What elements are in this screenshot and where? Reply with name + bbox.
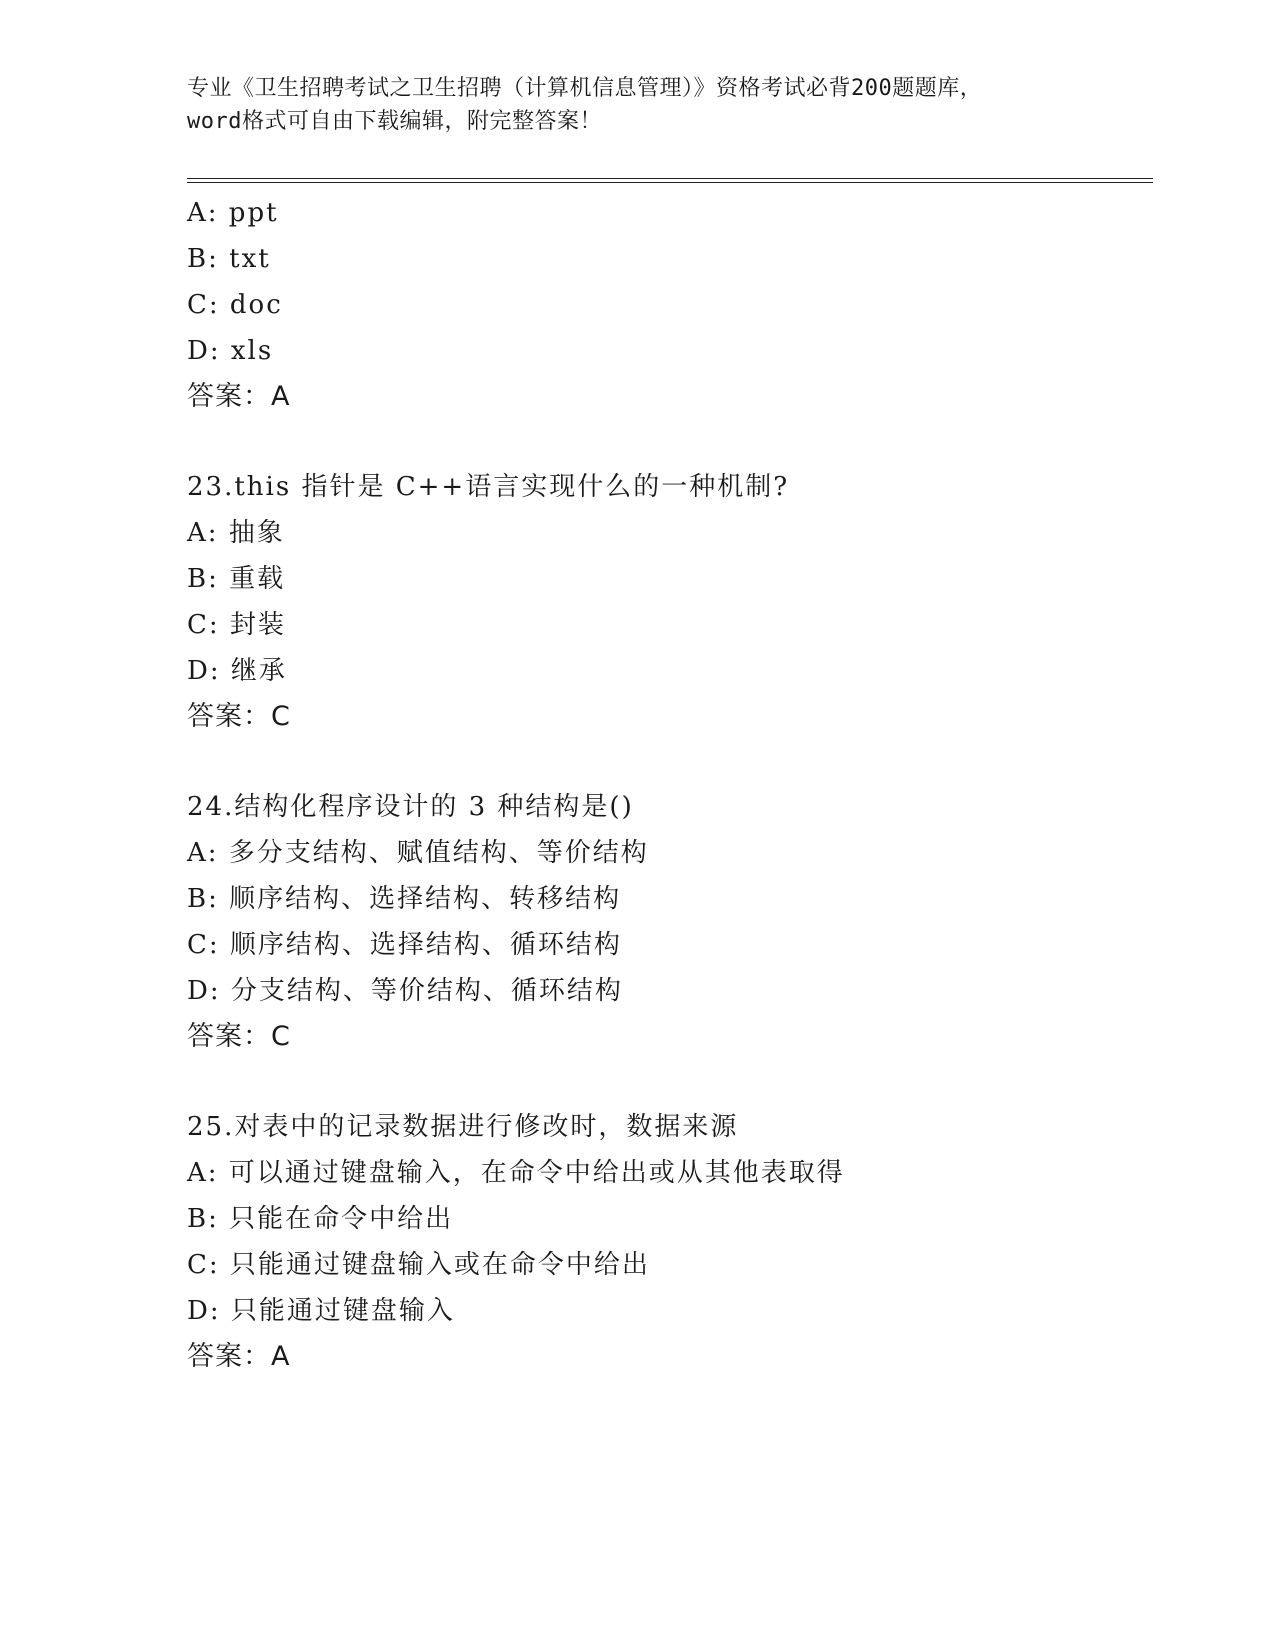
answer-line: 答案：C <box>187 701 291 732</box>
option-a: A: ppt <box>187 198 279 228</box>
option-a: A: 抽象 <box>187 518 285 548</box>
question-22-continued <box>187 190 1147 420</box>
option-b: B: 顺序结构、选择结构、转移结构 <box>187 884 622 914</box>
header-divider-top <box>187 178 1153 179</box>
spacer <box>187 1060 1147 1104</box>
question-stem: 25.对表中的记录数据进行修改时，数据来源 <box>187 1112 739 1142</box>
option-b: B: txt <box>187 244 271 274</box>
question-stem: 24.结构化程序设计的 3 种结构是() <box>187 792 634 822</box>
option-b: B: 重载 <box>187 564 286 594</box>
option-c: C: 封装 <box>187 610 286 640</box>
option-c: C: 顺序结构、选择结构、循环结构 <box>187 930 622 960</box>
answer-line: 答案：A <box>187 381 291 412</box>
option-d: D: 只能通过键盘输入 <box>187 1296 455 1326</box>
question-stem: 23.this 指针是 C++语言实现什么的一种机制? <box>187 472 790 502</box>
header-subtitle-line: word格式可自由下载编辑，附完整答案！ <box>187 109 602 134</box>
option-d: D: 分支结构、等价结构、循环结构 <box>187 976 623 1006</box>
header-divider-bottom <box>187 182 1153 183</box>
question-24 <box>187 784 1147 1060</box>
answer-line: 答案：A <box>187 1341 291 1372</box>
option-a: A: 可以通过键盘输入，在命令中给出或从其他表取得 <box>187 1158 845 1188</box>
document-header <box>187 72 1087 138</box>
option-d: D: xls <box>187 336 274 366</box>
question-list <box>187 190 1147 1380</box>
header-title-line: 专业《卫生招聘考试之卫生招聘（计算机信息管理）》资格考试必背200题题库， <box>187 76 983 101</box>
option-d: D: 继承 <box>187 656 287 686</box>
option-c: C: 只能通过键盘输入或在命令中给出 <box>187 1250 650 1280</box>
question-25 <box>187 1104 1147 1380</box>
answer-line: 答案：C <box>187 1021 291 1052</box>
spacer <box>187 740 1147 784</box>
question-23 <box>187 464 1147 740</box>
option-b: B: 只能在命令中给出 <box>187 1204 454 1234</box>
spacer <box>187 420 1147 464</box>
option-a: A: 多分支结构、赋值结构、等价结构 <box>187 838 649 868</box>
option-c: C: doc <box>187 290 283 320</box>
